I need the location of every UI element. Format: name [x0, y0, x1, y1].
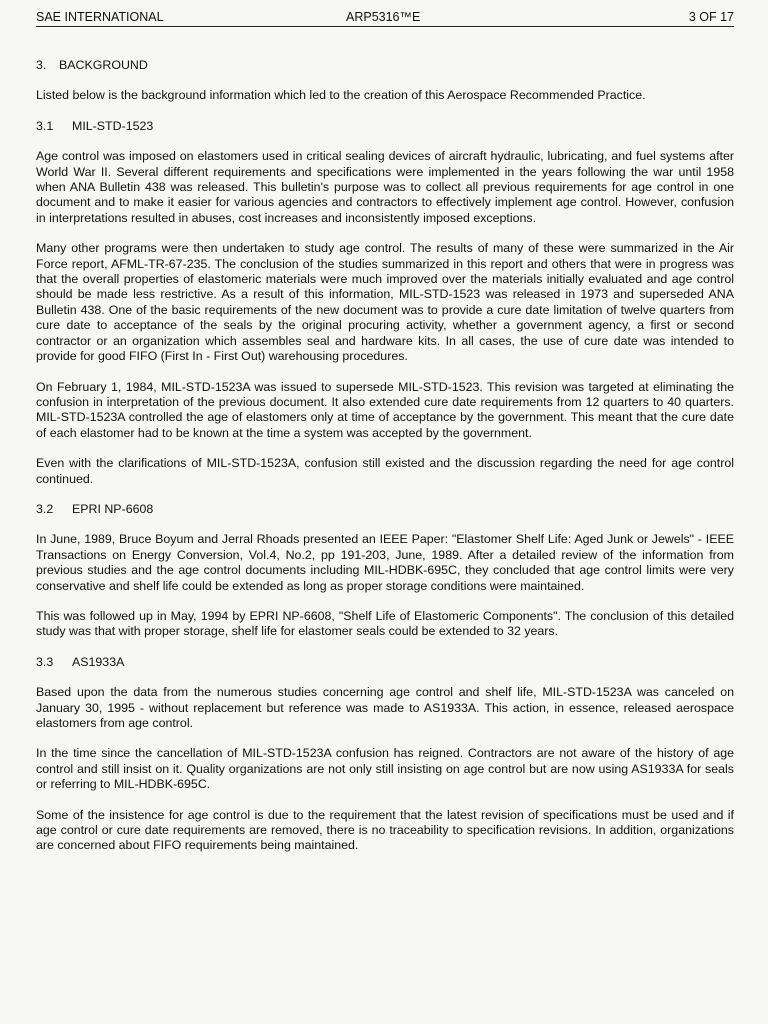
section-3-1-paragraph: Many other programs were then undertaken to study age control. The results of many of these were summarized in the Air Force report, AFML-TR-67-235. The conclusion of the studies summarized in this report and others that were in progress was that the overall properties of elastomeric materials were much improved over the materials initially evaluated and age control should be made less restrictive. As a result of this information, MIL-STD-1523 was released in 1973 and superseded ANA Bulletin 438. One of the basic requirements of the new document was to provide a cure date limitation of twelve quarters from cure date to acceptance of the seals by the original procuring activity, whether a government agency, a first or second contractor or an organization which assembles seal and hardware kits. In all cases, the use of cure date was intended to provide for good FIFO (First In - First Out) warehousing procedures.	[36, 241, 734, 364]
header-document-id: ARP5316™E	[346, 10, 421, 24]
section-3-3-heading	[36, 655, 734, 670]
section-3-2-heading	[36, 502, 734, 517]
header-divider	[36, 26, 734, 27]
section-3-2-title: EPRI NP-6608	[72, 501, 154, 516]
section-3-title: BACKGROUND	[59, 58, 148, 72]
section-3-1-paragraph: Age control was imposed on elastomers used in critical sealing devices of aircraft hydraulic, lubricating, and fuel systems after World War II. Several different requirements and specifications were implemented in the years following the war until 1958 when ANA Bulletin 438 was released. This bulletin's purpose was to collect all previous requirements for age control in one document and to make it easier for various agencies and contractors to effectively implement age control. However, confusion in interpretations resulted in abuses, cost increases and inconsistently imposed exceptions.	[36, 149, 734, 225]
section-3-1-title: MIL-STD-1523	[72, 118, 154, 133]
section-3-3-paragraph: Some of the insistence for age control is due to the requirement that the latest revision of specifications must be used and if age control or cure date requirements are removed, there is no traceability to specification revisions. In addition, organizations are concerned about FIFO requirements being maintained.	[36, 807, 734, 853]
section-3-intro: Listed below is the background information which led to the creation of this Aerospace Recommended Practice.	[36, 88, 646, 103]
header-organization: SAE INTERNATIONAL	[36, 10, 164, 24]
document-body	[36, 58, 734, 869]
section-3-1-paragraph: Even with the clarifications of MIL-STD-1523A, confusion still existed and the discussion regarding the need for age control continued.	[36, 456, 734, 486]
section-3-1-paragraph: On February 1, 1984, MIL-STD-1523A was issued to supersede MIL-STD-1523. This revision was targeted at eliminating the confusion in interpretation of the previous document. It also extended cure date requirements from 12 quarters to 40 quarters. MIL-STD-1523A controlled the age of elastomers only at time of acceptance by the government. This meant that the cure date of each elastomer had to be known at the time a system was accepted by the government.	[36, 379, 734, 440]
section-3-1-heading	[36, 119, 734, 134]
section-3-2-paragraph: This was followed up in May, 1994 by EPRI NP-6608, "Shelf Life of Elastomeric Components". The conclusion of this detailed study was that with proper storage, shelf life for elastomer seals could be extended to 32 years.	[36, 608, 734, 639]
section-3-1-number: 3.1	[36, 118, 54, 133]
section-3-3-title: AS1933A	[72, 654, 125, 669]
section-3-2-number: 3.2	[36, 501, 54, 516]
section-3-number: 3.	[36, 58, 47, 72]
section-3-3-number: 3.3	[36, 654, 54, 669]
header-page-number: 3 OF 17	[688, 10, 734, 24]
section-3-2-paragraph: In June, 1989, Bruce Boyum and Jerral Rhoads presented an IEEE Paper: "Elastomer Shelf Life: Aged Junk or Jewels" - IEEE Transactions on Energy Conversion, Vol.4, No.2, pp 191-203, June, 1989. After a detailed review of the information from previous studies and the age control documents including MIL-HDBK-695C, they concluded that age control limits were very conservative and shelf life could be extended as long as proper storage conditions were maintained.	[36, 532, 734, 593]
page-header	[36, 8, 734, 26]
section-3-3-paragraph: Based upon the data from the numerous studies concerning age control and shelf life, MIL-STD-1523A was canceled on January 30, 1995 - without replacement but reference was made to AS1933A. This action, in essence, released aerospace elastomers from age control.	[36, 685, 734, 730]
section-3-3-paragraph: In the time since the cancellation of MIL-STD-1523A confusion has reigned. Contractors are not aware of the history of age control and still insist on it. Quality organizations are not only still insisting on age control but are now using AS1933A for seals or referring to MIL-HDBK-695C.	[36, 746, 734, 792]
section-3-heading	[36, 58, 734, 73]
